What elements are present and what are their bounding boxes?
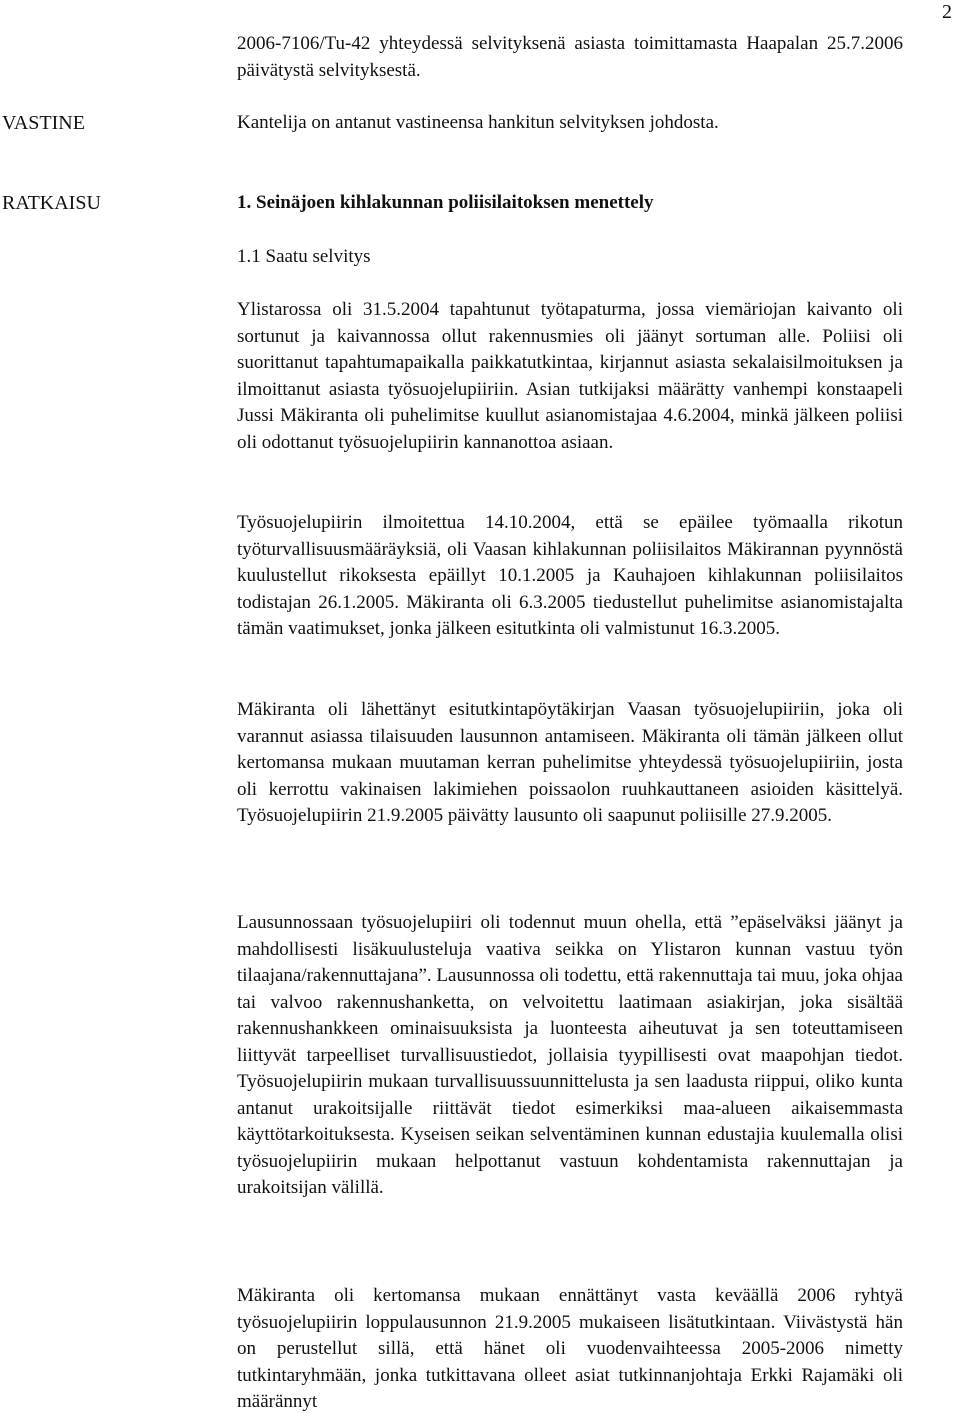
vastine-label: VASTINE [2,112,85,134]
ratkaisu-label: RATKAISU [2,192,101,214]
paragraph-1: Ylistarossa oli 31.5.2004 tapahtunut työtapaturma, jossa viemäriojan kaivanto oli sortunut ja kaivannossa ollut rakennusmies oli jäänyt sortuman alle. Poliisi oli suorittanut tapahtumapaikalla paikkatutkintaa, kirjannut asiasta sekalaisilmoituksen ja ilmoittanut asiasta työsuojelupiiriin. Asian tutkijaksi määrätty vanhempi konstaapeli Jussi Mäkiranta oli puhelimitse kuullut asianomistajaa 4.6.2004, minkä jälkeen poliisi oli odottanut työsuojelupiirin kannanottoa asiaan. [237,299,903,453]
page-number: 2 [942,1,952,23]
paragraph-4: Lausunnossaan työsuojelupiiri oli todennut muun ohella, että ”epäselväksi jäänyt ja mahdollisesti lisäkuulusteluja vaativa seikka on Ylistaron kunnan vastuu työn tilaajana/rakennuttajana”. Lausunnossa oli todettu, että rakennuttaja tai muu, joka ohjaa tai valvoo rakennushanketta, on velvoitettu laatimaan asiakirjan, joka sisältää rakennushankkeen ominaisuuksista ja luonteesta aiheutuvat ja sen toteuttamiseen liittyvät tarpeelliset turvallisuustiedot, jollaisia tyypillisesti ovat maapohjan tiedot. Työsuojelupiirin mukaan turvallisuussuunnittelusta ja sen laadusta riippui, oliko kunta antanut urakoitsijalle riittävät tiedot esimerkiksi maa-alueen aikaisemmasta käyttötarkoituksesta. Kyseisen seikan selventäminen kunnan edustajia kuulemalla olisi työsuojelupiirin mukaan helpottanut vastuun kohdentamista rakennuttajan ja urakoitsijan välillä. [237,912,903,1198]
intro-paragraph: 2006-7106/Tu-42 yhteydessä selvityksenä asiasta toimittamasta Haapalan 25.7.2006 päivätystä selvityksestä. [237,33,903,81]
paragraph-5: Mäkiranta oli kertomansa mukaan ennättänyt vasta keväällä 2006 ryhtyä työsuojelupiirin loppulausunnon 21.9.2005 mukaiseen lisätutkintaan. Viivästystä hän on perustellut sillä, että hänet oli vuodenvaihteessa 2005-2006 nimetty tutkintaryhmään, jonka tutkittavana olleet asiat tutkinnanjohtaja Erkki Rajamäki oli määrännyt [237,1285,903,1412]
subsection-heading: 1.1 Saatu selvitys [237,246,371,267]
paragraph-2: Työsuojelupiirin ilmoitettua 14.10.2004, että se epäilee työmaalla rikotun työturvallisuusmääräyksiä, oli Vaasan kihlakunnan poliisilaitos Mäkirannan pyynnöstä kuulustellut rikoksesta epäillyt 10.1.2005 ja Kauhajoen kihlakunnan poliisilaitos todistajan 26.1.2005. Mäkiranta oli 6.3.2005 tiedustellut puhelimitse asianomistajalta tämän vaatimukset, jonka jälkeen esitutkinta oli valmistunut 16.3.2005. [237,512,903,639]
vastine-text: Kantelija on antanut vastineensa hankitun selvityksen johdosta. [237,112,719,133]
paragraph-3: Mäkiranta oli lähettänyt esitutkintapöytäkirjan Vaasan työsuojelupiiriin, joka oli varannut asiassa tilaisuuden lausunnon antamiseen. Mäkiranta oli tämän jälkeen ollut kertomansa mukaan muutaman kerran puhelimitse yhteydessä työsuojelupiiriin, josta oli kerrottu vakinaisen lakimiehen poissaolon ruuhkauttaneen asioiden käsittelyä. Työsuojelupiirin 21.9.2005 päivätty lausunto oli saapunut poliisille 27.9.2005. [237,699,903,826]
section-heading: 1. Seinäjoen kihlakunnan poliisilaitoksen menettely [237,192,654,213]
